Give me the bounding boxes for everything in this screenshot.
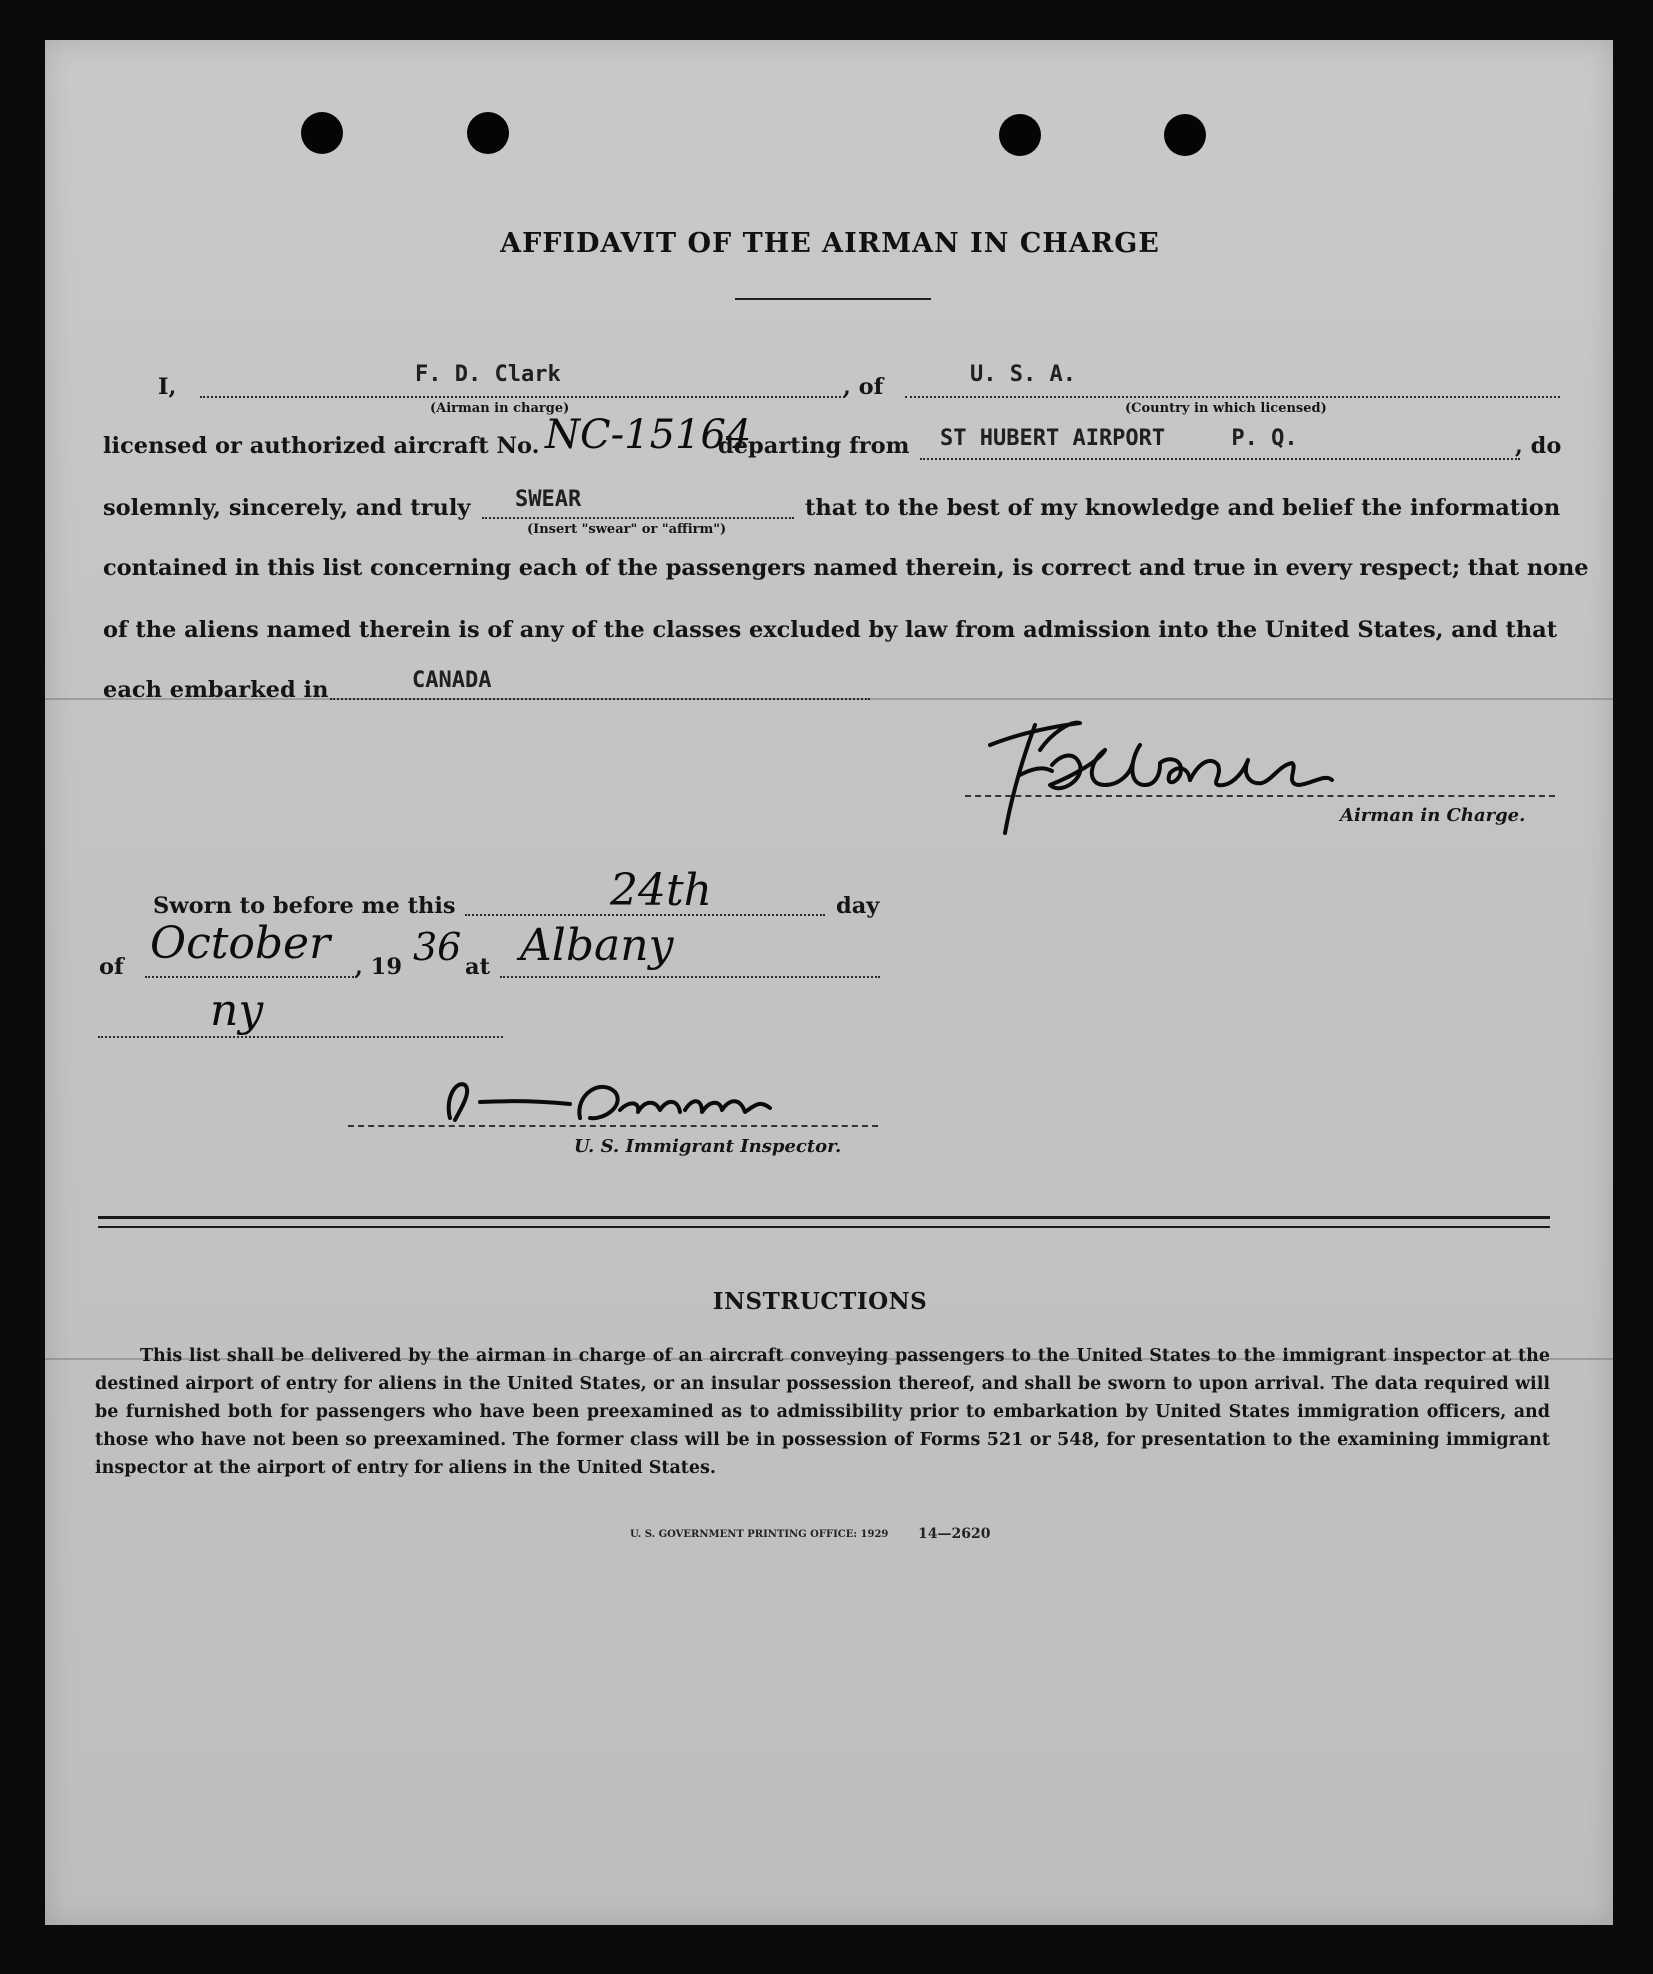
section-rule (98, 1216, 1550, 1219)
punch-hole (467, 112, 509, 154)
punch-hole (999, 114, 1041, 156)
sworn-place: Albany (520, 920, 674, 971)
inspector-signature-line (348, 1125, 878, 1127)
inspector-caption: U. S. Immigrant Inspector. (574, 1136, 842, 1157)
aircraft-number: NC-15164 (545, 412, 752, 458)
line1-prefix: I, (158, 374, 177, 400)
line4: contained in this list concerning each of the passengers named therein, is correct and true in every respect; that none (103, 555, 1589, 581)
punch-hole (1164, 114, 1206, 156)
country-caption: (Country in which licensed) (1125, 401, 1327, 416)
month-line (145, 976, 357, 978)
sworn-place-continued: ny (210, 985, 264, 1036)
place-line-2 (98, 1036, 503, 1038)
sworn-year: 36 (413, 925, 462, 969)
embarked-line (330, 698, 870, 700)
sworn-of: of (99, 954, 124, 980)
instructions-body: This list shall be delivered by the airman in charge of an aircraft conveying passengers to the United States to the immigrant inspector at the destined airport of entry for aliens in the United States, or an insular possession thereof, and shall be sworn to upon arrival. The data required will be furnished both for passengers who have been preexamined as to admissibility prior to embarkation by United States immigration officers, and those who have not been so preexamined. The former class will be in possession of Forms 521 or 548, for presentation to the examining immigrant inspector at the airport of entry for aliens in the United States. (95, 1346, 1550, 1478)
sworn-day-word: day (836, 893, 880, 919)
country-line (905, 396, 1560, 398)
embarked-country: CANADA (412, 668, 492, 693)
line2-departing: departing from (718, 433, 910, 459)
oath-line (482, 517, 794, 519)
airman-caption: (Airman in charge) (430, 401, 570, 416)
airman-name: F. D. Clark (415, 362, 561, 387)
line6-prefix: each embarked in (103, 677, 329, 703)
line2-suffix: , do (1515, 433, 1562, 459)
line3-prefix: solemnly, sincerely, and truly (103, 495, 471, 521)
inspector-signature (440, 1070, 880, 1130)
title-rule (735, 298, 931, 300)
instructions-title: INSTRUCTIONS (712, 1288, 928, 1315)
sworn-at: at (465, 954, 490, 980)
airman-signature-line (965, 795, 1555, 797)
printing-office-imprint: U. S. GOVERNMENT PRINTING OFFICE: 1929 (630, 1529, 889, 1540)
form-number: 14—2620 (918, 1526, 991, 1542)
line1-of: , of (843, 374, 884, 400)
document-page (45, 40, 1613, 1925)
sworn-prefix: Sworn to before me this (153, 893, 456, 919)
departure-line (920, 458, 1520, 460)
oath-caption: (Insert "swear" or "affirm") (527, 522, 727, 537)
form-title: AFFIDAVIT OF THE AIRMAN IN CHARGE (500, 228, 1160, 259)
airman-name-line (200, 396, 845, 398)
line3-suffix: that to the best of my knowledge and belief the information (805, 495, 1561, 521)
departure-airport: ST HUBERT AIRPORT P. Q. (940, 426, 1298, 451)
sworn-year-prefix: , 19 (355, 954, 402, 980)
place-line (500, 976, 880, 978)
airman-signature-caption: Airman in Charge. (1340, 805, 1526, 826)
line2-prefix: licensed or authorized aircraft No. (103, 433, 540, 459)
sworn-month: October (150, 918, 331, 969)
line5: of the aliens named therein is of any of the classes excluded by law from admission into the United States, and that (103, 617, 1558, 643)
oath-word: SWEAR (515, 487, 582, 512)
section-rule (98, 1226, 1550, 1228)
sworn-day: 24th (610, 865, 713, 916)
licensed-country: U. S. A. (970, 362, 1076, 387)
punch-hole (301, 112, 343, 154)
